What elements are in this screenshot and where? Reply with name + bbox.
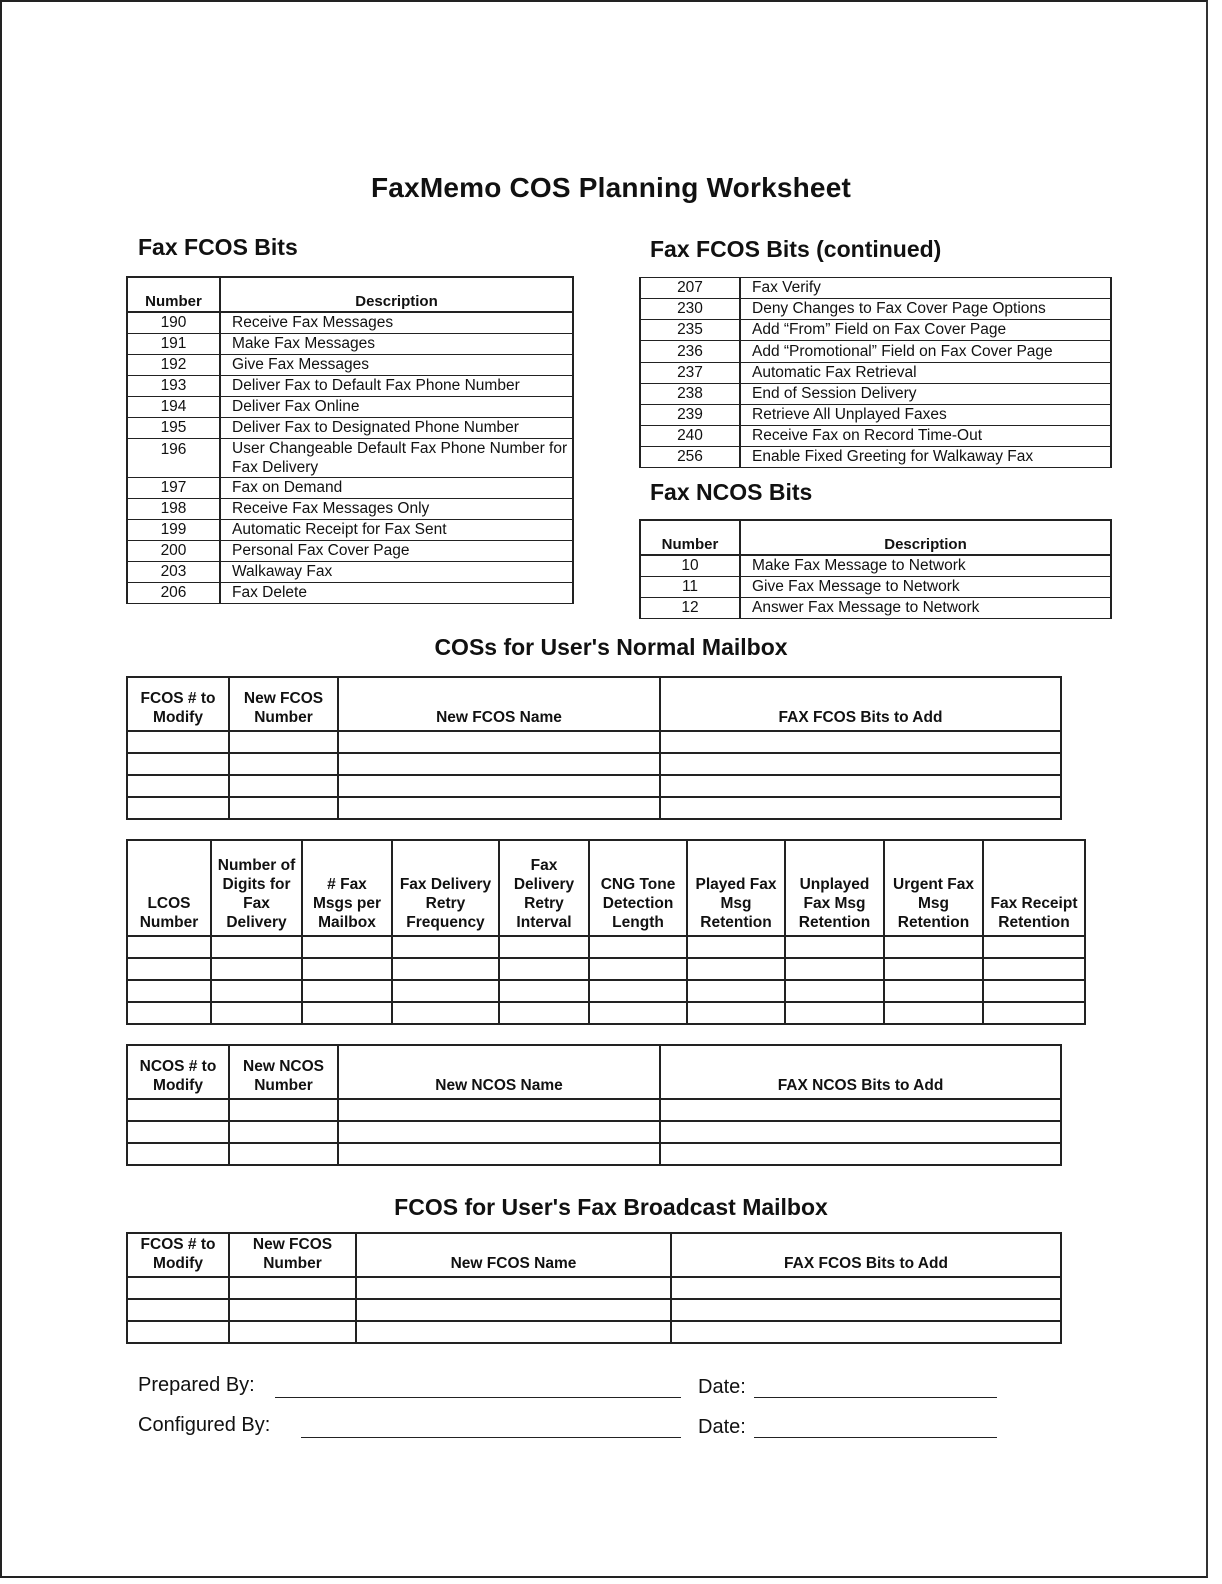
normal-fcos-name-header: New FCOS Name [338, 677, 660, 731]
fcos-bit-number: 196 [127, 439, 220, 478]
lcos-row-cell[interactable] [302, 980, 392, 1002]
normal-fcos-modify-header: FCOS # to Modify [127, 677, 229, 731]
lcos-row-cell[interactable] [687, 936, 785, 958]
lcos-row-cell[interactable] [302, 1002, 392, 1024]
broadcast-row-cell[interactable] [671, 1321, 1061, 1343]
ncos-bit-number: 10 [640, 555, 740, 577]
broadcast-bits-header: FAX FCOS Bits to Add [671, 1233, 1061, 1277]
ncos-bits-header: FAX NCOS Bits to Add [660, 1045, 1061, 1099]
ncos-row-cell[interactable] [660, 1099, 1061, 1121]
broadcast-row-cell[interactable] [229, 1321, 356, 1343]
fcos-bit-row [127, 499, 573, 520]
lcos-row-cell[interactable] [884, 1002, 983, 1024]
lcos-row-cell[interactable] [785, 936, 884, 958]
ncos-bits-table [639, 519, 1112, 619]
normal-fcos-row-cell[interactable] [660, 731, 1061, 753]
normal-fcos-row-cell[interactable] [338, 753, 660, 775]
fcos-bit-row [127, 418, 573, 439]
fcos-bit-row [127, 439, 573, 478]
lcos-row-cell[interactable] [302, 958, 392, 980]
ncos-row-cell[interactable] [660, 1121, 1061, 1143]
broadcast-row-cell[interactable] [127, 1277, 229, 1299]
lcos-row-cell[interactable] [211, 936, 302, 958]
fcos-bit-number: 191 [127, 334, 220, 355]
configured-by-label: Configured By: [138, 1414, 271, 1436]
normal-fcos-row-cell[interactable] [660, 753, 1061, 775]
normal-fcos-bits-header: FAX FCOS Bits to Add [660, 677, 1061, 731]
lcos-row-cell[interactable] [785, 958, 884, 980]
lcos-row-cell[interactable] [392, 958, 499, 980]
fcos-bit-row [127, 312, 573, 334]
fcos-bit-row [127, 376, 573, 397]
normal-fcos-row-cell[interactable] [127, 775, 229, 797]
normal-fcos-row-cell[interactable] [127, 797, 229, 819]
fcos-bit-description: Receive Fax Messages [220, 312, 573, 334]
ncos-bits-heading: Fax NCOS Bits [650, 479, 813, 505]
broadcast-fcos-table [126, 1232, 1062, 1344]
normal-mailbox-heading: COSs for User's Normal Mailbox [434, 634, 788, 660]
lcos-row-cell[interactable] [589, 980, 687, 1002]
broadcast-new-number-header: New FCOS Number [229, 1233, 356, 1277]
fcos-bit-number: 190 [127, 312, 220, 334]
fcos-bit-number: 195 [127, 418, 220, 439]
ncos-row-cell[interactable] [660, 1143, 1061, 1165]
fcos-bit-cont-row [640, 426, 1111, 447]
fcos-bits-heading: Fax FCOS Bits [138, 234, 298, 260]
normal-fcos-row [127, 797, 1061, 819]
lcos-row-cell[interactable] [211, 1002, 302, 1024]
broadcast-row-cell[interactable] [356, 1299, 671, 1321]
date-line-1[interactable] [754, 1397, 997, 1398]
lcos-row [127, 980, 1085, 1002]
ncos-modify-header: NCOS # to Modify [127, 1045, 229, 1099]
fcos-bit-cont-row [640, 299, 1111, 320]
normal-fcos-row-cell[interactable] [338, 731, 660, 753]
fcos-bit-cont-description: Deny Changes to Fax Cover Page Options [740, 299, 1111, 320]
fcos-bit-cont-number: 236 [640, 341, 740, 363]
lcos-row-cell[interactable] [499, 936, 589, 958]
fcos-bit-cont-row [640, 320, 1111, 341]
lcos-header-4: Fax Delivery Retry Interval [499, 840, 589, 936]
lcos-row-cell[interactable] [211, 980, 302, 1002]
lcos-row [127, 1002, 1085, 1024]
ncos-description-header: Description [740, 520, 1111, 555]
fcos-bit-row [127, 397, 573, 418]
normal-fcos-row-cell[interactable] [660, 775, 1061, 797]
fcos-bit-description: Receive Fax Messages Only [220, 499, 573, 520]
lcos-table [126, 839, 1086, 1025]
lcos-row-cell[interactable] [785, 1002, 884, 1024]
ncos-bit-number: 11 [640, 577, 740, 598]
normal-fcos-row-cell[interactable] [338, 797, 660, 819]
ncos-bit-description: Make Fax Message to Network [740, 555, 1111, 577]
normal-fcos-row [127, 731, 1061, 753]
fcos-bit-row [127, 334, 573, 355]
fcos-bit-number: 203 [127, 562, 220, 583]
broadcast-row-cell[interactable] [671, 1277, 1061, 1299]
ncos-row-cell[interactable] [338, 1099, 660, 1121]
broadcast-row-cell[interactable] [229, 1299, 356, 1321]
fcos-bit-row [127, 355, 573, 376]
lcos-header-0: LCOS Number [127, 840, 211, 936]
fcos-bit-cont-row [640, 384, 1111, 405]
broadcast-row-cell[interactable] [127, 1299, 229, 1321]
prepared-by-label: Prepared By: [138, 1374, 255, 1396]
page-title: FaxMemo COS Planning Worksheet [370, 172, 852, 203]
normal-fcos-row [127, 775, 1061, 797]
fcos-bit-cont-row [640, 341, 1111, 363]
lcos-header-1: Number of Digits for Fax Delivery [211, 840, 302, 936]
broadcast-name-header: New FCOS Name [356, 1233, 671, 1277]
ncos-row-cell[interactable] [127, 1121, 229, 1143]
fcos-bit-cont-number: 230 [640, 299, 740, 320]
normal-fcos-new-number-header: New FCOS Number [229, 677, 338, 731]
fcos-bit-cont-row [640, 447, 1111, 468]
broadcast-mailbox-heading: FCOS for User's Fax Broadcast Mailbox [394, 1194, 828, 1220]
fcos-bit-cont-description: Automatic Fax Retrieval [740, 363, 1111, 384]
lcos-header-5: CNG Tone Detection Length [589, 840, 687, 936]
lcos-row-cell[interactable] [687, 958, 785, 980]
fcos-bits-continued-table [639, 277, 1112, 468]
ncos-row [127, 1099, 1061, 1121]
fcos-bit-cont-number: 256 [640, 447, 740, 468]
lcos-row-cell[interactable] [884, 980, 983, 1002]
fcos-bit-number: 194 [127, 397, 220, 418]
fcos-bit-description: Deliver Fax to Designated Phone Number [220, 418, 573, 439]
normal-fcos-row-cell[interactable] [127, 753, 229, 775]
fcos-number-header: Number [127, 277, 220, 312]
fcos-bit-number: 193 [127, 376, 220, 397]
lcos-row-cell[interactable] [499, 1002, 589, 1024]
date-line-2[interactable] [754, 1437, 997, 1438]
fcos-bit-row [127, 583, 573, 604]
lcos-row-cell[interactable] [127, 958, 211, 980]
fcos-bit-number: 200 [127, 541, 220, 562]
ncos-table [126, 1044, 1062, 1166]
lcos-row-cell[interactable] [302, 936, 392, 958]
lcos-row-cell[interactable] [127, 980, 211, 1002]
lcos-row-cell[interactable] [687, 1002, 785, 1024]
ncos-bit-row [640, 577, 1111, 598]
fcos-bit-number: 198 [127, 499, 220, 520]
broadcast-row-cell[interactable] [671, 1299, 1061, 1321]
ncos-row-cell[interactable] [229, 1099, 338, 1121]
lcos-row-cell[interactable] [127, 936, 211, 958]
fcos-bit-cont-number: 237 [640, 363, 740, 384]
lcos-row-cell[interactable] [785, 980, 884, 1002]
ncos-row-cell[interactable] [229, 1143, 338, 1165]
fcos-bit-cont-row [640, 405, 1111, 426]
broadcast-row-cell[interactable] [127, 1321, 229, 1343]
lcos-header-7: Unplayed Fax Msg Retention [785, 840, 884, 936]
ncos-bit-description: Answer Fax Message to Network [740, 598, 1111, 619]
normal-fcos-row-cell[interactable] [127, 731, 229, 753]
lcos-row-cell[interactable] [983, 958, 1085, 980]
fcos-bit-row [127, 520, 573, 541]
fcos-bit-row [127, 478, 573, 499]
normal-fcos-row [127, 753, 1061, 775]
lcos-row [127, 958, 1085, 980]
fcos-bit-number: 199 [127, 520, 220, 541]
fcos-bit-cont-number: 240 [640, 426, 740, 447]
fcos-bit-description: Fax Delete [220, 583, 573, 604]
lcos-row-cell[interactable] [499, 958, 589, 980]
fcos-bit-cont-description: Add “Promotional” Field on Fax Cover Page [740, 341, 1111, 363]
fcos-bit-cont-description: Fax Verify [740, 278, 1111, 299]
lcos-row [127, 936, 1085, 958]
ncos-row-cell[interactable] [338, 1121, 660, 1143]
normal-fcos-row-cell[interactable] [229, 731, 338, 753]
ncos-row [127, 1121, 1061, 1143]
ncos-bit-description: Give Fax Message to Network [740, 577, 1111, 598]
ncos-bit-row [640, 598, 1111, 619]
broadcast-row [127, 1321, 1061, 1343]
fcos-bits-continued-heading: Fax FCOS Bits (continued) [650, 236, 942, 262]
fcos-bit-cont-description: Receive Fax on Record Time-Out [740, 426, 1111, 447]
fcos-bit-cont-row [640, 278, 1111, 299]
configured-by-line[interactable] [301, 1437, 681, 1438]
broadcast-row-cell[interactable] [356, 1321, 671, 1343]
ncos-name-header: New NCOS Name [338, 1045, 660, 1099]
ncos-row-cell[interactable] [127, 1099, 229, 1121]
ncos-bit-number: 12 [640, 598, 740, 619]
lcos-row-cell[interactable] [392, 1002, 499, 1024]
ncos-row [127, 1143, 1061, 1165]
fcos-bits-table [126, 276, 574, 604]
lcos-header-9: Fax Receipt Retention [983, 840, 1085, 936]
fcos-bit-description: Automatic Receipt for Fax Sent [220, 520, 573, 541]
lcos-row-cell[interactable] [392, 936, 499, 958]
lcos-row-cell[interactable] [983, 1002, 1085, 1024]
fcos-bit-cont-description: End of Session Delivery [740, 384, 1111, 405]
lcos-row-cell[interactable] [983, 936, 1085, 958]
fcos-bit-cont-description: Retrieve All Unplayed Faxes [740, 405, 1111, 426]
ncos-new-number-header: New NCOS Number [229, 1045, 338, 1099]
prepared-by-line[interactable] [275, 1397, 681, 1398]
fcos-bit-number: 206 [127, 583, 220, 604]
date-label-2: Date: [698, 1416, 746, 1438]
fcos-bit-description: Deliver Fax Online [220, 397, 573, 418]
ncos-bit-row [640, 555, 1111, 577]
broadcast-row-cell[interactable] [356, 1277, 671, 1299]
fcos-bit-description: Give Fax Messages [220, 355, 573, 376]
ncos-row-cell[interactable] [127, 1143, 229, 1165]
lcos-row-cell[interactable] [687, 980, 785, 1002]
lcos-row-cell[interactable] [589, 1002, 687, 1024]
fcos-bit-description: Personal Fax Cover Page [220, 541, 573, 562]
fcos-bit-row [127, 562, 573, 583]
fcos-bit-number: 197 [127, 478, 220, 499]
normal-fcos-row-cell[interactable] [229, 797, 338, 819]
fcos-bit-description: Deliver Fax to Default Fax Phone Number [220, 376, 573, 397]
fcos-bit-description: Fax on Demand [220, 478, 573, 499]
lcos-header-2: # Fax Msgs per Mailbox [302, 840, 392, 936]
ncos-row-cell[interactable] [229, 1121, 338, 1143]
lcos-header-3: Fax Delivery Retry Frequency [392, 840, 499, 936]
fcos-bit-description: User Changeable Default Fax Phone Number for Fax Delivery [220, 439, 573, 478]
lcos-row-cell[interactable] [211, 958, 302, 980]
fcos-bit-number: 192 [127, 355, 220, 376]
fcos-description-header: Description [220, 277, 573, 312]
broadcast-modify-header: FCOS # to Modify [127, 1233, 229, 1277]
normal-fcos-row-cell[interactable] [229, 775, 338, 797]
fcos-bit-cont-number: 207 [640, 278, 740, 299]
fcos-bit-cont-description: Enable Fixed Greeting for Walkaway Fax [740, 447, 1111, 468]
normal-fcos-row-cell[interactable] [338, 775, 660, 797]
lcos-row-cell[interactable] [127, 1002, 211, 1024]
broadcast-row-cell[interactable] [229, 1277, 356, 1299]
ncos-number-header: Number [640, 520, 740, 555]
lcos-row-cell[interactable] [884, 936, 983, 958]
fcos-bit-cont-row [640, 363, 1111, 384]
normal-fcos-row-cell[interactable] [229, 753, 338, 775]
lcos-row-cell[interactable] [983, 980, 1085, 1002]
fcos-bit-cont-number: 239 [640, 405, 740, 426]
broadcast-row [127, 1299, 1061, 1321]
fcos-bit-cont-number: 235 [640, 320, 740, 341]
ncos-row-cell[interactable] [338, 1143, 660, 1165]
lcos-row-cell[interactable] [884, 958, 983, 980]
broadcast-row [127, 1277, 1061, 1299]
fcos-bit-description: Walkaway Fax [220, 562, 573, 583]
normal-fcos-table [126, 676, 1062, 820]
normal-fcos-row-cell[interactable] [660, 797, 1061, 819]
fcos-bit-cont-description: Add “From” Field on Fax Cover Page [740, 320, 1111, 341]
lcos-row-cell[interactable] [589, 958, 687, 980]
lcos-header-8: Urgent Fax Msg Retention [884, 840, 983, 936]
date-label-1: Date: [698, 1376, 746, 1398]
lcos-row-cell[interactable] [499, 980, 589, 1002]
lcos-header-6: Played Fax Msg Retention [687, 840, 785, 936]
fcos-bit-cont-number: 238 [640, 384, 740, 405]
lcos-row-cell[interactable] [392, 980, 499, 1002]
lcos-row-cell[interactable] [589, 936, 687, 958]
fcos-bit-description: Make Fax Messages [220, 334, 573, 355]
fcos-bit-row [127, 541, 573, 562]
